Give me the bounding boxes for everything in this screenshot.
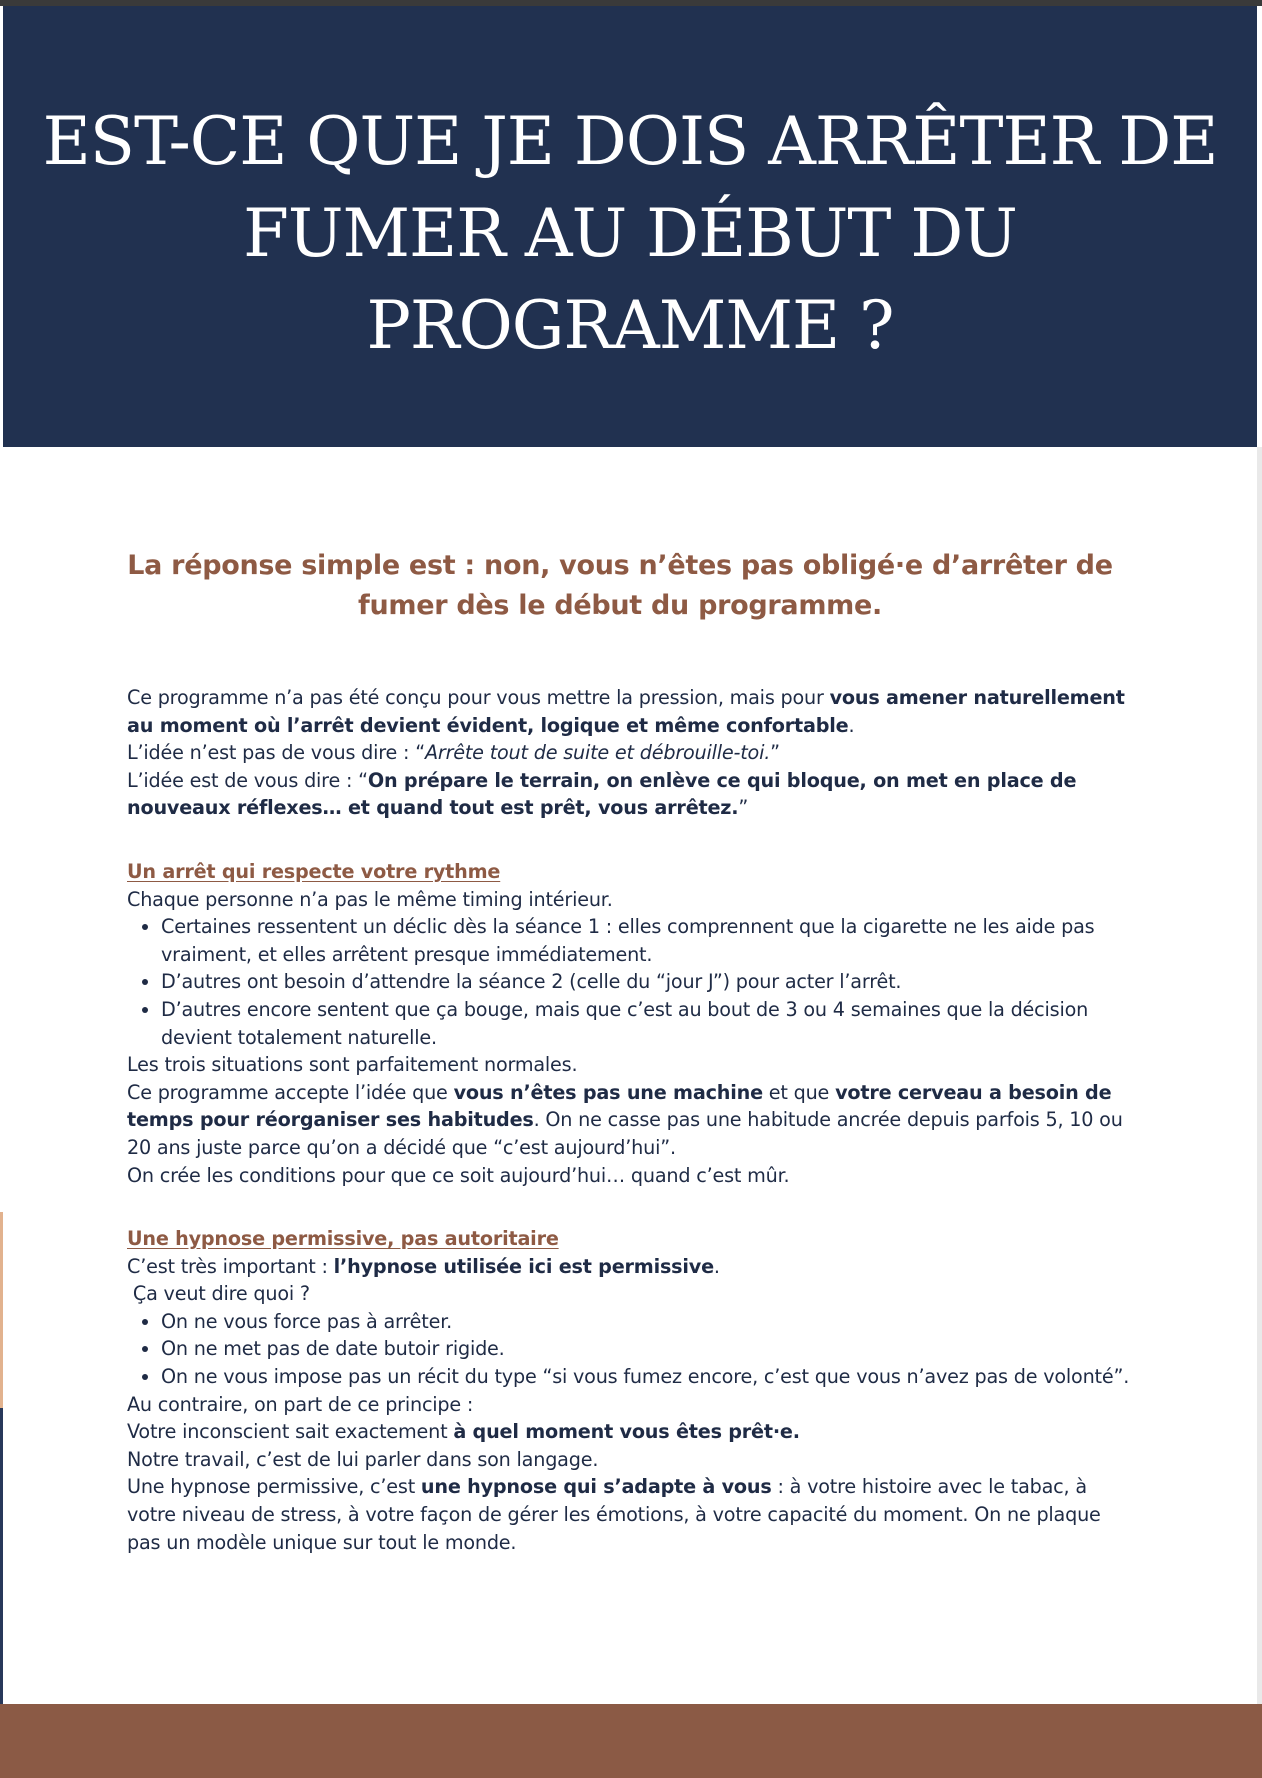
section2-question: Ça veut dire quoi ? xyxy=(127,1282,310,1306)
section1-after: Les trois situations sont parfaitement normales. xyxy=(127,1053,578,1077)
left-accent-lower xyxy=(0,1408,3,1704)
intro-paragraph-3: L’idée est de vous dire : “On prépare le terrain, on enlève ce qui bloque, on met en place de nouveaux réflexes… et quand tout est prêt, vous arrêtez.” xyxy=(127,768,1077,820)
section2-paragraph-3: Notre travail, c’est de lui parler dans son langage. xyxy=(127,1447,599,1471)
section2-principle: Au contraire, on part de ce principe : xyxy=(127,1392,474,1416)
spacer xyxy=(127,1189,1137,1225)
list-item: • On ne vous impose pas un récit du type “si vous fumez encore, c’est que vous n’avez pas de volonté”. xyxy=(161,1363,1137,1391)
section2-paragraph-1: C’est très important : l’hypnose utilisée ici est permissive. xyxy=(127,1254,720,1278)
section2-list xyxy=(127,1308,1137,1391)
section2-paragraph-4: Une hypnose permissive, c’est une hypnose qui s’adapte à vous : à votre histoire avec le tabac, à votre niveau de stress, à votre façon de gérer les émotions, à votre capacité du moment. On ne plaque pas un modèle unique sur tout le monde. xyxy=(127,1475,1101,1554)
section-heading-hypnosis: Une hypnose permissive, pas autoritaire xyxy=(127,1227,559,1251)
list-item: • On ne met pas de date butoir rigide. xyxy=(161,1335,1137,1363)
section1-closing: On crée les conditions pour que ce soit aujourd’hui… quand c’est mûr. xyxy=(127,1163,790,1187)
list-item: • Certaines ressentent un déclic dès la séance 1 : elles comprennent que la cigarette ne les aide pas vraiment, et elles arrêtent presque immédiatement. xyxy=(161,913,1137,968)
footer-band xyxy=(0,1704,1262,1778)
document-body xyxy=(127,684,1137,1556)
list-item: • D’autres ont besoin d’attendre la séance 2 (celle du “jour J”) pour acter l’arrêt. xyxy=(161,968,1137,996)
section1-lead: Chaque personne n’a pas le même timing intérieur. xyxy=(127,887,613,911)
list-item: • D’autres encore sentent que ça bouge, mais que c’est au bout de 3 ou 4 semaines que la décision devient totalement naturelle. xyxy=(161,996,1137,1051)
spacer xyxy=(127,822,1137,858)
list-item: • On ne vous force pas à arrêter. xyxy=(161,1308,1137,1336)
intro-paragraph-1: Ce programme n’a pas été conçu pour vous mettre la pression, mais pour vous amener naturellement au moment où l’arrêt devient évident, logique et même confortable. xyxy=(127,686,1125,737)
section2-paragraph-2: Votre inconscient sait exactement à quel moment vous êtes prêt·e. xyxy=(127,1420,800,1444)
right-edge xyxy=(1257,447,1262,1704)
section-heading-rhythm: Un arrêt qui respecte votre rythme xyxy=(127,859,501,883)
section1-paragraph: Ce programme accepte l’idée que vous n’êtes pas une machine et que votre cerveau a besoin de temps pour réorganiser ses habitudes. On ne casse pas une habitude ancrée depuis parfois 5, 10 ou 20 ans juste parce qu’on a décidé que “c’est aujourd’hui”. xyxy=(127,1080,1123,1159)
subtitle: La réponse simple est : non, vous n’êtes pas obligé·e d’arrêter de fumer dès le début du programme. xyxy=(127,550,1113,621)
title-banner xyxy=(3,6,1257,447)
left-accent xyxy=(0,1212,3,1408)
intro-paragraph-2: L’idée n’est pas de vous dire : “Arrête tout de suite et débrouille-toi.” xyxy=(127,741,780,765)
section1-list xyxy=(127,913,1137,1051)
page-title: EST-CE QUE JE DOIS ARRÊTER DE FUMER AU DÉBUT DU PROGRAMME ? xyxy=(42,102,1218,364)
